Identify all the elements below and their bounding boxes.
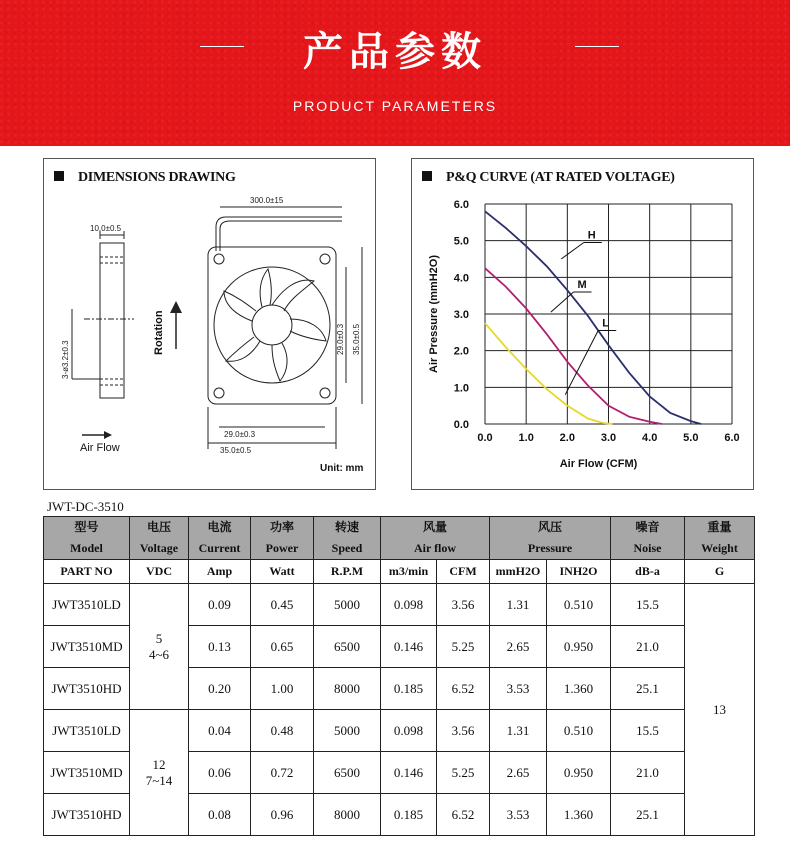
table-row <box>44 584 755 626</box>
cell-cfm: 3.56 <box>437 584 490 626</box>
y-tick-label: 5.0 <box>453 235 469 248</box>
banner-divider-right <box>575 46 619 47</box>
x-tick-label: 3.0 <box>600 432 617 444</box>
cell-power: 0.65 <box>251 626 314 668</box>
banner-subtitle: PRODUCT PARAMETERS <box>292 98 498 114</box>
cell-noise: 21.0 <box>611 752 685 794</box>
x-tick-label: 4.0 <box>642 432 658 444</box>
cell-mmh2o: 3.53 <box>490 794 547 836</box>
y-tick-label: 0.0 <box>453 419 469 431</box>
cell-power: 0.96 <box>251 794 314 836</box>
cell-speed: 5000 <box>314 710 381 752</box>
cell-m3min: 0.185 <box>381 668 437 710</box>
cell-m3min: 0.098 <box>381 584 437 626</box>
cell-m3min: 0.098 <box>381 710 437 752</box>
cell-voltage-group: 12 7~14 <box>130 710 189 836</box>
fan-opening <box>214 267 330 383</box>
rotation-label: Rotation <box>153 310 165 355</box>
cell-m3min: 0.146 <box>381 626 437 668</box>
cell-noise: 25.1 <box>611 794 685 836</box>
series-label-m: M <box>577 279 587 291</box>
header-model: 型号 Model <box>44 517 130 560</box>
header-banner <box>0 0 790 146</box>
cell-speed: 6500 <box>314 626 381 668</box>
cell-power: 0.72 <box>251 752 314 794</box>
cell-cfm: 3.56 <box>437 710 490 752</box>
y-tick-label: 3.0 <box>453 309 469 321</box>
cell-weight: 13 <box>685 584 755 836</box>
cell-power: 0.48 <box>251 710 314 752</box>
y-tick-label: 2.0 <box>453 345 469 358</box>
cell-voltage-group: 5 4~6 <box>130 584 189 710</box>
cell-cfm: 5.25 <box>437 626 490 668</box>
unit-inh2o: INH2O <box>547 560 611 584</box>
header-power: 功率 Power <box>251 517 314 560</box>
fan-side-view <box>100 243 124 398</box>
unit-amp: Amp <box>189 560 251 584</box>
x-tick-label: 0.0 <box>477 432 493 444</box>
series-callout-line <box>565 331 598 395</box>
cell-m3min: 0.146 <box>381 752 437 794</box>
cell-inh2o: 0.510 <box>547 584 611 626</box>
series-line-h <box>485 211 701 424</box>
cell-current: 0.20 <box>189 668 251 710</box>
series-label-l: L <box>602 317 609 330</box>
cell-current: 0.06 <box>189 752 251 794</box>
cell-noise: 15.5 <box>611 584 685 626</box>
cell-model: JWT3510HD <box>44 794 130 836</box>
cell-cfm: 5.25 <box>437 752 490 794</box>
unit-cfm: CFM <box>437 560 490 584</box>
cell-current: 0.09 <box>189 584 251 626</box>
x-tick-label: 6.0 <box>724 432 740 444</box>
dim-width-inner-label: 29.0±0.3 <box>224 430 256 439</box>
unit-dba: dB-a <box>611 560 685 584</box>
cell-noise: 21.0 <box>611 626 685 668</box>
pq-chart <box>412 159 755 491</box>
cell-model: JWT3510MD <box>44 626 130 668</box>
y-axis-label: Air Pressure (mmH2O) <box>428 255 440 373</box>
unit-watt: Watt <box>251 560 314 584</box>
header-pressure: 风压 Pressure <box>490 517 611 560</box>
banner-title: 产品参数 <box>303 29 487 75</box>
dim-width-top-label: 10.0±0.5 <box>90 224 122 233</box>
dimensions-title-text: DIMENSIONS DRAWING <box>78 170 236 185</box>
header-current: 电流 Current <box>189 517 251 560</box>
series-callout-line <box>551 292 574 312</box>
unit-rpm: R.P.M <box>314 560 381 584</box>
model-series-caption: JWT-DC-3510 <box>47 499 124 514</box>
x-tick-label: 5.0 <box>683 432 699 444</box>
header-noise: 噪音 Noise <box>611 517 685 560</box>
cell-inh2o: 0.950 <box>547 752 611 794</box>
cell-current: 0.13 <box>189 626 251 668</box>
header-weight: 重量 Weight <box>685 517 755 560</box>
cell-inh2o: 0.510 <box>547 710 611 752</box>
header-airflow: 风量 Air flow <box>381 517 490 560</box>
spec-table <box>43 516 755 836</box>
cell-model: JWT3510MD <box>44 752 130 794</box>
pq-curve-panel <box>411 158 754 490</box>
fan-dimension-drawing <box>44 159 377 491</box>
cell-power: 1.00 <box>251 668 314 710</box>
x-axis-label: Air Flow (CFM) <box>559 458 638 470</box>
pq-curve-title-text: P&Q CURVE (AT RATED VOLTAGE) <box>446 170 675 185</box>
cell-speed: 8000 <box>314 794 381 836</box>
y-tick-label: 4.0 <box>453 272 469 285</box>
airflow-arrow-icon <box>104 431 112 439</box>
dim-height-inner-label: 29.0±0.3 <box>336 323 345 355</box>
cell-model: JWT3510LD <box>44 710 130 752</box>
unit-m3min: m3/min <box>381 560 437 584</box>
dim-height-outer-label: 35.0±0.5 <box>352 323 361 355</box>
x-tick-label: 2.0 <box>559 432 575 444</box>
dim-hole-label: 3-ø3.2±0.3 <box>61 340 70 379</box>
cell-model: JWT3510LD <box>44 584 130 626</box>
cell-m3min: 0.185 <box>381 794 437 836</box>
series-callout-line <box>561 243 584 260</box>
cell-inh2o: 1.360 <box>547 794 611 836</box>
unit-mmh2o: mmH2O <box>490 560 547 584</box>
cell-noise: 25.1 <box>611 668 685 710</box>
cell-mmh2o: 2.65 <box>490 752 547 794</box>
cell-mmh2o: 3.53 <box>490 668 547 710</box>
cell-mmh2o: 2.65 <box>490 626 547 668</box>
unit-vdc: VDC <box>130 560 189 584</box>
cell-inh2o: 0.950 <box>547 626 611 668</box>
cell-speed: 8000 <box>314 668 381 710</box>
cell-mmh2o: 1.31 <box>490 710 547 752</box>
cell-power: 0.45 <box>251 584 314 626</box>
cell-current: 0.04 <box>189 710 251 752</box>
cell-speed: 5000 <box>314 584 381 626</box>
y-tick-label: 6.0 <box>453 199 469 211</box>
cell-current: 0.08 <box>189 794 251 836</box>
table-row <box>44 710 755 752</box>
dim-width-outer-label: 35.0±0.5 <box>220 446 252 455</box>
cell-model: JWT3510HD <box>44 668 130 710</box>
x-tick-label: 1.0 <box>518 432 534 444</box>
header-voltage: 电压 Voltage <box>130 517 189 560</box>
header-speed: 转速 Speed <box>314 517 381 560</box>
airflow-label: Air Flow <box>80 442 120 454</box>
dim-cable-label: 300.0±15 <box>250 196 284 205</box>
rotation-arrow-icon <box>170 301 182 313</box>
unit-g: G <box>685 560 755 584</box>
cell-mmh2o: 1.31 <box>490 584 547 626</box>
cell-inh2o: 1.360 <box>547 668 611 710</box>
cell-cfm: 6.52 <box>437 794 490 836</box>
unit-part-no: PART NO <box>44 560 130 584</box>
cell-cfm: 6.52 <box>437 668 490 710</box>
series-label-h: H <box>587 229 596 242</box>
series-line-m <box>485 268 662 424</box>
dimensions-panel <box>43 158 376 490</box>
cell-speed: 6500 <box>314 752 381 794</box>
y-tick-label: 1.0 <box>453 382 469 395</box>
cell-noise: 15.5 <box>611 710 685 752</box>
fan-front-frame <box>208 247 336 404</box>
unit-label: Unit: mm <box>320 463 364 474</box>
